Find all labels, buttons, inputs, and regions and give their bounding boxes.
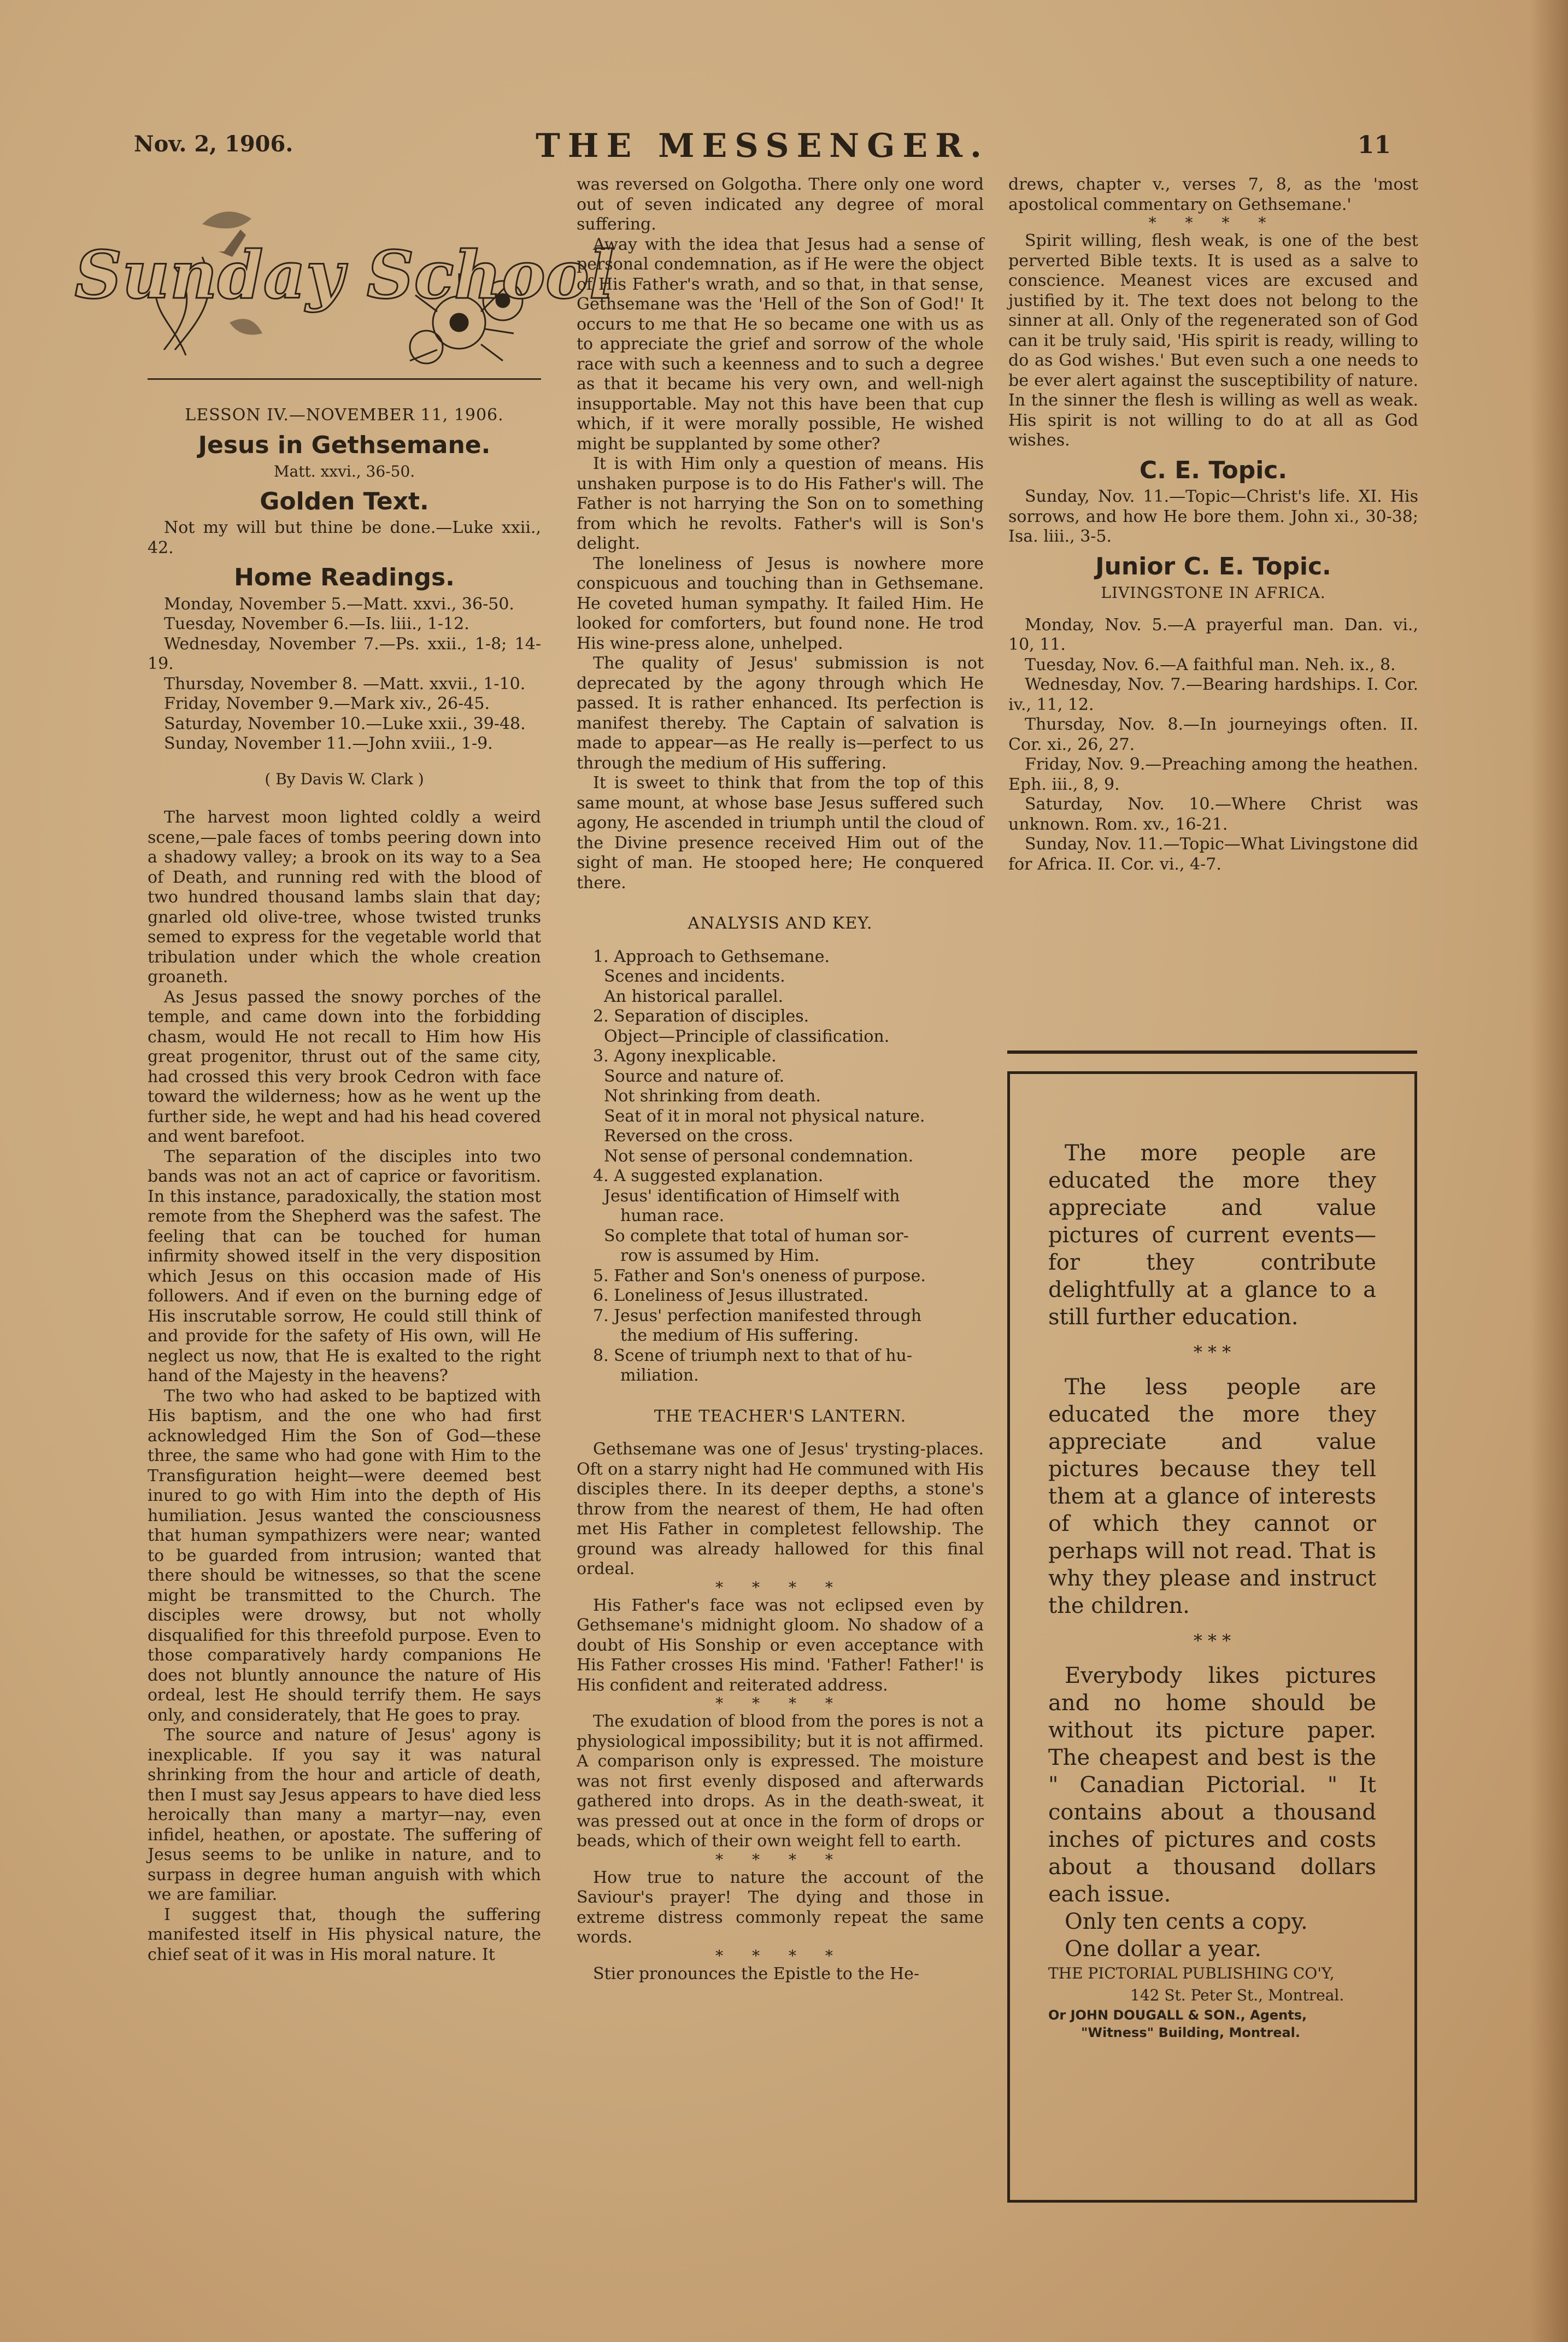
ad-asterism: * * * <box>1193 1630 1231 1651</box>
analysis-item: Object—Principle of classification. <box>604 1026 890 1046</box>
lantern-paragraph: How true to nature the account of the Saviour's prayer! The dying and those in extreme distress commonly repeat the same words. <box>577 1868 984 1947</box>
analysis-item: Seat of it in moral not physical nature. <box>604 1106 925 1126</box>
analysis-item: Not shrinking from death. <box>604 1087 821 1106</box>
ad-price: One dollar a year. <box>1065 1936 1262 1962</box>
analysis-item: 3. Agony inexplicable. <box>593 1047 777 1066</box>
body-paragraph: Away with the idea that Jesus had a sense of personal condemnation, as if He were the object of His Father's wrath, and so that, in that sense, Gethsemane was the 'Hell of the Son of God!' It occurs to me that He so became one with us as to appreciate the grief and sorrow of the whole race with such a keenness and to such a degree as that it became his very own, and well-nigh insupportable. May not this have been that cup which, if it were morally possible, He wished might be supplanted by some other? <box>577 234 984 454</box>
analysis-list <box>577 947 984 1386</box>
page-header <box>134 127 1391 171</box>
lesson-title: Jesus in Gethsemane. <box>198 431 491 459</box>
masthead-title: THE MESSENGER. <box>536 127 989 165</box>
ce-topic-text: Sunday, Nov. 11.—Topic—Christ's life. XI. His sorrows, and how He bore them. John xi., 30-38; Isa. liii., 3-5. <box>1008 487 1418 546</box>
analysis-item: Source and nature of. <box>604 1066 785 1086</box>
ad-top-rule <box>1007 1050 1417 1054</box>
analysis-item: 7. Jesus' perfection manifested through <box>593 1306 922 1325</box>
body-paragraph: The loneliness of Jesus is nowhere more conspicuous and touching than in Gethsemane. He coveted human sympathy. It failed Him. He looked for comforters, but found none. He trod His wine-press alone, unhelped. <box>577 554 984 653</box>
lantern-paragraph: Stier pronounces the Epistle to the He- <box>593 1964 920 1983</box>
analysis-item: 6. Loneliness of Jesus illustrated. <box>593 1286 869 1305</box>
body-paragraph: As Jesus passed the snowy porches of the temple, and came down into the forbidding chasm, would He not recall to Him how His great progenitor, thrust out of the same city, had crossed this very brook Cedron with face toward the wilderness; how as he went up the further side, he wept and had his head covered and went barefoot. <box>148 987 541 1146</box>
lantern-paragraph: The exudation of blood from the pores is not a physiological impossibility; but it is not affirmed. A comparison only is expressed. The moisture was not first evenly disposed and afterwards gathered into drops. As in the death-sweat, it was pressed out at once in the form of drops or beads, which of their own weight fell to earth. <box>577 1712 984 1851</box>
column-3 <box>1008 175 1418 874</box>
analysis-item: 8. Scene of triumph next to that of hu- <box>593 1346 912 1365</box>
lantern-paragraph: His Father's face was not eclipsed even by Gethsemane's midnight gloom. No shadow of a doubt of His Sonship or even acceptance with His Father crosses His mind. 'Father! Father!' is His confident and reiterated address. <box>577 1595 984 1695</box>
analysis-item: the medium of His suffering. <box>620 1326 859 1345</box>
issue-date: Nov. 2, 1906. <box>134 131 293 157</box>
asterism: * * * * <box>715 1694 845 1712</box>
body-paragraph: Spirit willing, flesh weak, is one of the best perverted Bible texts. It is used as a salve to conscience. Meanest vices are excused and justified by it. The text does not belong to the sinner at all. Only of the regenerated son of God can it be truly said, 'His spirit is ready, willing to do as God wishes.' But even such a one needs to be ever alert against the susceptibility of nature. In the sinner the flesh is willing as well as weak. His spirit is not willing to do at all as God wishes. <box>1008 231 1418 450</box>
ad-content <box>1048 1140 1376 2041</box>
logo-rule <box>148 378 541 380</box>
analysis-item: 4. A suggested explanation. <box>593 1166 824 1185</box>
junior-item: Monday, Nov. 5.—A prayerful man. Dan. vi., 10, 11. <box>1008 615 1418 654</box>
ad-address: 142 St. Peter St., Montreal. <box>1130 1986 1344 2004</box>
lantern-paragraph: Gethsemane was one of Jesus' trysting-places. Oft on a starry night had He communed with His disciples there. In its deeper depths, a stone's throw from the nearest of them, He had often met His Father in completest fellowship. The ground was already hallowed for this final ordeal. <box>577 1440 984 1578</box>
ad-agents-address: "Witness" Building, Montreal. <box>1081 2025 1301 2040</box>
lantern-heading: THE TEACHER'S LANTERN. <box>654 1406 907 1426</box>
column-2 <box>577 175 984 1984</box>
analysis-item: human race. <box>620 1206 725 1225</box>
analysis-item: 5. Father and Son's oneness of purpose. <box>593 1266 926 1286</box>
asterism: * * * * <box>715 1946 845 1965</box>
ad-publisher: THE PICTORIAL PUBLISHING CO'Y, <box>1048 1964 1335 1982</box>
body-paragraph: The quality of Jesus' submission is not deprecated by the agony through which He passed. It is rather enhanced. Its perfection is manifest thereby. The Captain of salvation is made to appear—as He really is—perfect to us through the medium of His suffering. <box>577 654 984 773</box>
ad-paragraph: The less people are educated the more they appreciate and value pictures because they tell them at a glance of interests of which they cannot or perhaps will not read. That is why they please and instruct the children. <box>1048 1375 1376 1618</box>
body-paragraph: It is with Him only a question of means. His unshaken purpose is to do His Father's will. The Father is not harrying the Son on to something from which he revolts. Father's will is Son's delight. <box>577 454 984 553</box>
junior-item: Tuesday, Nov. 6.—A faithful man. Neh. ix., 8. <box>1025 655 1396 674</box>
analysis-item: miliation. <box>620 1366 699 1385</box>
analysis-item: 1. Approach to Gethsemane. <box>593 947 830 966</box>
page-edge-shadow <box>1530 0 1568 2342</box>
junior-ce-heading: Junior C. E. Topic. <box>1095 552 1331 580</box>
lesson-heading: LESSON IV.—NOVEMBER 11, 1906. <box>185 406 504 425</box>
body-paragraph: The harvest moon lighted coldly a weird scene,—pale faces of tombs peering down into a shadowy valley; a brook on its way to a Sea of Death, and running red with the blood of two hundred thousand lambs slain that day; gnarled old olive-tree, whose twisted trunks semed to express for the vegetable world that tribulation under which the whole creation groaneth. <box>148 808 541 987</box>
column-1 <box>74 175 614 1965</box>
body-paragraph: The two who had asked to be baptized with His baptism, and the one who had first acknowledged Him the Son of God—these three, the same who had gone with Him to the Transfiguration height—were deemed best inured to go with Him into the depth of His humiliation. Jesus wanted the consciousness that human sympathizers were near; wanted to be guarded from intrusion; wanted that there should be witnesses, so that the scene might be transmitted to the Church. The disciples were drowsy, but not wholly disqualified for this threefold purpose. Even to those comparatively hardy companions He does not bluntly announce the nature of His ordeal, lest He should terrify them. He says only, and considerately, that He goes to pray. <box>148 1386 541 1725</box>
ad-agents: Or JOHN DOUGALL & SON., Agents, <box>1048 2008 1307 2023</box>
page-number: 11 <box>1357 131 1391 159</box>
ad-asterism: * * * <box>1193 1342 1231 1363</box>
body-paragraph: was reversed on Golgotha. There only one word out of seven indicated any degree of moral suffering. <box>577 175 984 234</box>
analysis-item: An historical parallel. <box>604 987 784 1006</box>
home-reading: Tuesday, November 6.—Is. liii., 1-12. <box>164 614 469 633</box>
junior-item: Sunday, Nov. 11.—Topic—What Livingstone did for Africa. II. Cor. vi., 4-7. <box>1008 835 1418 874</box>
analysis-item: Reversed on the cross. <box>604 1126 794 1146</box>
sunday-school-emblem-icon <box>74 186 614 366</box>
body-paragraph: drews, chapter v., verses 7, 8, as the 'most apostolical commentary on Gethsemane.' <box>1008 175 1418 214</box>
ce-topic-heading: C. E. Topic. <box>1139 456 1288 484</box>
lesson-reference: Matt. xxvi., 36-50. <box>273 462 415 480</box>
home-reading: Saturday, November 10.—Luke xxii., 39-48. <box>164 714 526 733</box>
logo-text: Sunday School <box>74 237 614 314</box>
analysis-item: Scenes and incidents. <box>604 967 785 986</box>
analysis-item: Not sense of personal condemnation. <box>604 1146 914 1166</box>
body-paragraph: The separation of the disciples into two bands was not an act of caprice or favoritism. In this instance, paradoxically, the station most remote from the Shepherd was the safest. The feeling that can be touched for human infirmity showed itself in the very disposition which Jesus on this occasion made of His followers. And if even on the burning edge of His inscrutable sorrow, He could still think of and provide for the safety of His own, will He neglect us now, that He is exalted to the right hand of the Majesty in the heavens? <box>148 1147 541 1386</box>
byline: ( By Davis W. Clark ) <box>265 770 424 788</box>
home-reading: Thursday, November 8. —Matt. xxvii., 1-10. <box>164 674 526 694</box>
analysis-item: row is assumed by Him. <box>620 1246 820 1265</box>
ad-price: Only ten cents a copy. <box>1065 1909 1308 1934</box>
golden-text-heading: Golden Text. <box>260 487 429 515</box>
home-reading: Friday, November 9.—Mark xiv., 26-45. <box>164 694 490 713</box>
home-reading: Sunday, November 11.—John xviii., 1-9. <box>164 734 493 753</box>
home-readings-heading: Home Readings. <box>234 564 455 591</box>
junior-ce-subheading: LIVINGSTONE IN AFRICA. <box>1101 584 1326 602</box>
body-paragraph: It is sweet to think that from the top of this same mount, at whose base Jesus suffered such agony, He ascended in triumph until the cloud of the Divine presence received Him out of the sight of man. He stooped here; He conquered there. <box>577 773 984 893</box>
asterism: * * * * <box>715 1578 845 1596</box>
home-reading: Monday, November 5.—Matt. xxvi., 36-50. <box>164 594 514 614</box>
ad-paragraph: The more people are educated the more they appreciate and value pictures of current events—for they contribute delightfully at a glance to a still further education. <box>1048 1141 1376 1330</box>
body-paragraph: I suggest that, though the suffering manifested itself in His physical nature, the chief seat of it was in His moral nature. It <box>148 1905 541 1964</box>
golden-text: Not my will but thine be done.—Luke xxii., 42. <box>148 518 541 557</box>
sunday-school-logo <box>74 175 614 394</box>
analysis-item: Jesus' identification of Himself with <box>604 1186 900 1206</box>
ad-paragraph: Everybody likes pictures and no home should be without its picture paper. The cheapest and best is the " Canadian Pictorial. " It contains about a thousand inches of pictures and costs about a thousand dollars each issue. <box>1048 1663 1376 1907</box>
junior-item: Thursday, Nov. 8.—In journeyings often. II. Cor. xi., 26, 27. <box>1008 715 1418 754</box>
junior-item: Saturday, Nov. 10.—Where Christ was unknown. Rom. xv., 16-21. <box>1008 795 1418 834</box>
junior-item: Friday, Nov. 9.—Preaching among the heathen. Eph. iii., 8, 9. <box>1008 755 1418 794</box>
home-readings-list <box>148 595 541 754</box>
body-paragraph: The source and nature of Jesus' agony is inexplicable. If you say it was natural shrinking from the hour and article of death, then I must say Jesus appears to have died less heroically than many a martyr—nay, even infidel, heathen, or apostate. The suffering of Jesus seems to be unlike in nature, and to surpass in degree human anguish with which we are familiar. <box>148 1725 541 1904</box>
analysis-item: 2. Separation of disciples. <box>593 1007 809 1026</box>
asterism: * * * * <box>715 1850 845 1869</box>
analysis-item: So complete that total of human sor- <box>604 1226 909 1246</box>
home-reading: Wednesday, November 7.—Ps. xxii., 1-8; 14-19. <box>148 634 541 673</box>
analysis-heading: ANALYSIS AND KEY. <box>688 914 873 933</box>
asterism: * * * * <box>1148 214 1278 232</box>
junior-item: Wednesday, Nov. 7.—Bearing hardships. I. Cor. iv., 11, 12. <box>1008 675 1418 714</box>
pictorial-advertisement <box>1007 1071 1417 2203</box>
